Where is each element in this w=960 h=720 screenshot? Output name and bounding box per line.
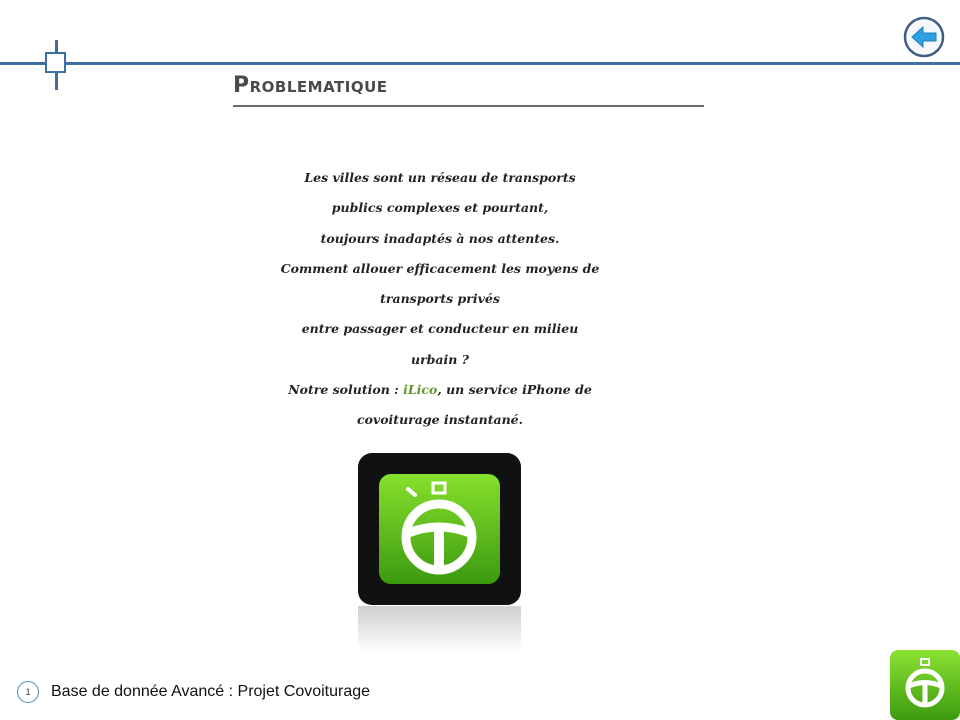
app-logo [358,453,521,605]
body-line: entre passager et conducteur en milieu [301,321,579,337]
body-line: Les villes sont un réseau de transports [304,170,576,185]
body-line: toujours inadaptés à nos attentes. [320,230,560,246]
slide-number: 1 [17,681,39,703]
solution-last-line: covoiturage instantané. [357,412,523,428]
body-line: transports privés [380,291,500,307]
back-button[interactable] [903,16,945,58]
corner-marker-square [45,52,66,73]
solution-suffix: , un service iPhone de [437,382,592,398]
app-logo-small [890,650,960,720]
problem-statement [240,168,640,441]
solution-line [240,380,640,410]
page-title: Problematique [233,73,388,98]
title-underline [233,105,704,107]
arrow-left-icon[interactable] [905,18,943,56]
footer-caption: Base de donnée Avancé : Projet Covoiturage [51,683,371,700]
header-rule [0,62,960,65]
body-line: publics complexes et pourtant, [331,200,549,216]
body-line: urbain ? [410,351,470,367]
brand-name: iLico [403,382,438,398]
body-line: Comment allouer efficacement les moyens de [280,260,600,276]
app-logo-reflection [358,606,521,654]
solution-prefix: Notre solution : [288,382,404,398]
